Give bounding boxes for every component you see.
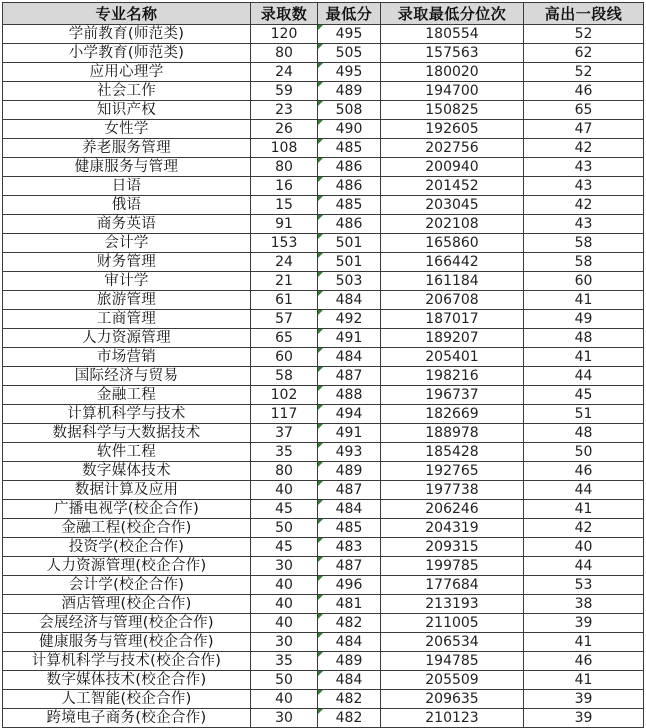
cell-admitted-count[interactable]: 37 [251, 424, 318, 443]
table-row [3, 538, 644, 557]
cell-min-score-rank[interactable]: 213193 [381, 595, 524, 614]
cell-min-score[interactable]: 487 [318, 557, 381, 576]
cell-above-first-tier-line[interactable]: 40 [524, 538, 644, 557]
cell-min-score-rank[interactable]: 196737 [381, 386, 524, 405]
cell-above-first-tier-line[interactable]: 51 [524, 405, 644, 424]
cell-min-score-rank[interactable]: 166442 [381, 253, 524, 272]
cell-admitted-count[interactable]: 108 [251, 139, 318, 158]
cell-above-first-tier-line[interactable]: 46 [524, 82, 644, 101]
cell-min-score-rank[interactable]: 192765 [381, 462, 524, 481]
cell-above-first-tier-line[interactable]: 46 [524, 462, 644, 481]
cell-above-first-tier-line[interactable]: 52 [524, 63, 644, 82]
cell-min-score-rank[interactable]: 189207 [381, 329, 524, 348]
table-row [3, 234, 644, 253]
table-row [3, 709, 644, 728]
cell-major-name[interactable]: 旅游管理 [3, 291, 251, 310]
cell-min-score[interactable]: 487 [318, 367, 381, 386]
cell-admitted-count[interactable]: 102 [251, 386, 318, 405]
table-row [3, 367, 644, 386]
cell-min-score-rank[interactable]: 200940 [381, 158, 524, 177]
cell-major-name[interactable]: 人力资源管理(校企合作) [3, 557, 251, 576]
cell-major-name[interactable]: 养老服务管理 [3, 139, 251, 158]
header-major-name[interactable]: 专业名称 [3, 3, 251, 25]
header-above-first-tier-line[interactable]: 高出一段线 [524, 3, 644, 25]
cell-above-first-tier-line[interactable]: 38 [524, 595, 644, 614]
cell-admitted-count[interactable]: 45 [251, 500, 318, 519]
table-row [3, 272, 644, 291]
cell-major-name[interactable]: 女性学 [3, 120, 251, 139]
cell-major-name[interactable]: 日语 [3, 177, 251, 196]
cell-admitted-count[interactable]: 35 [251, 443, 318, 462]
cell-admitted-count[interactable]: 65 [251, 329, 318, 348]
cell-admitted-count[interactable]: 50 [251, 671, 318, 690]
cell-major-name[interactable]: 市场营销 [3, 348, 251, 367]
table-row [3, 424, 644, 443]
cell-min-score-rank[interactable]: 157563 [381, 44, 524, 63]
table-row [3, 82, 644, 101]
cell-admitted-count[interactable]: 45 [251, 538, 318, 557]
cell-admitted-count[interactable]: 35 [251, 652, 318, 671]
cell-min-score-rank[interactable]: 206708 [381, 291, 524, 310]
cell-min-score[interactable]: 484 [318, 291, 381, 310]
cell-admitted-count[interactable]: 21 [251, 272, 318, 291]
header-admitted-count[interactable]: 录取数 [251, 3, 318, 25]
cell-admitted-count[interactable]: 40 [251, 595, 318, 614]
table-row [3, 101, 644, 120]
cell-major-name[interactable]: 小学教育(师范类) [3, 44, 251, 63]
cell-min-score-rank[interactable]: 180554 [381, 25, 524, 44]
cell-above-first-tier-line[interactable]: 44 [524, 557, 644, 576]
cell-admitted-count[interactable]: 26 [251, 120, 318, 139]
table-row [3, 690, 644, 709]
cell-min-score[interactable]: 486 [318, 177, 381, 196]
cell-admitted-count[interactable]: 30 [251, 557, 318, 576]
cell-above-first-tier-line[interactable]: 43 [524, 215, 644, 234]
cell-major-name[interactable]: 数据计算及应用 [3, 481, 251, 500]
cell-admitted-count[interactable]: 58 [251, 367, 318, 386]
cell-major-name[interactable]: 人工智能(校企合作) [3, 690, 251, 709]
cell-major-name[interactable]: 数字媒体技术(校企合作) [3, 671, 251, 690]
cell-major-name[interactable]: 知识产权 [3, 101, 251, 120]
cell-min-score[interactable]: 501 [318, 253, 381, 272]
cell-above-first-tier-line[interactable]: 65 [524, 101, 644, 120]
cell-above-first-tier-line[interactable]: 44 [524, 367, 644, 386]
table-row [3, 481, 644, 500]
table-row [3, 519, 644, 538]
cell-major-name[interactable]: 社会工作 [3, 82, 251, 101]
cell-above-first-tier-line[interactable]: 46 [524, 652, 644, 671]
table-row [3, 63, 644, 82]
cell-admitted-count[interactable]: 24 [251, 63, 318, 82]
cell-admitted-count[interactable]: 80 [251, 462, 318, 481]
cell-above-first-tier-line[interactable]: 62 [524, 44, 644, 63]
cell-admitted-count[interactable]: 80 [251, 158, 318, 177]
cell-min-score-rank[interactable]: 194785 [381, 652, 524, 671]
cell-major-name[interactable]: 财务管理 [3, 253, 251, 272]
cell-major-name[interactable]: 会展经济与管理(校企合作) [3, 614, 251, 633]
table-row [3, 348, 644, 367]
cell-min-score[interactable]: 482 [318, 709, 381, 728]
cell-major-name[interactable]: 酒店管理(校企合作) [3, 595, 251, 614]
cell-above-first-tier-line[interactable]: 41 [524, 500, 644, 519]
cell-min-score[interactable]: 486 [318, 158, 381, 177]
cell-admitted-count[interactable]: 57 [251, 310, 318, 329]
table-row [3, 576, 644, 595]
cell-admitted-count[interactable]: 16 [251, 177, 318, 196]
cell-min-score[interactable]: 495 [318, 25, 381, 44]
cell-above-first-tier-line[interactable]: 60 [524, 272, 644, 291]
cell-admitted-count[interactable]: 91 [251, 215, 318, 234]
cell-min-score[interactable]: 496 [318, 576, 381, 595]
cell-min-score[interactable]: 495 [318, 63, 381, 82]
cell-admitted-count[interactable]: 153 [251, 234, 318, 253]
cell-min-score[interactable]: 482 [318, 614, 381, 633]
table-row [3, 158, 644, 177]
cell-min-score-rank[interactable]: 202756 [381, 139, 524, 158]
cell-admitted-count[interactable]: 40 [251, 690, 318, 709]
table-row [3, 405, 644, 424]
cell-min-score-rank[interactable]: 188978 [381, 424, 524, 443]
cell-above-first-tier-line[interactable]: 42 [524, 139, 644, 158]
cell-above-first-tier-line[interactable]: 45 [524, 386, 644, 405]
cell-min-score-rank[interactable]: 192605 [381, 120, 524, 139]
cell-min-score-rank[interactable]: 206534 [381, 633, 524, 652]
table-row [3, 139, 644, 158]
cell-min-score-rank[interactable]: 206246 [381, 500, 524, 519]
cell-min-score[interactable]: 503 [318, 272, 381, 291]
cell-min-score-rank[interactable]: 185428 [381, 443, 524, 462]
header-min-score[interactable]: 最低分 [318, 3, 381, 25]
cell-min-score-rank[interactable]: 180020 [381, 63, 524, 82]
cell-major-name[interactable]: 跨境电子商务(校企合作) [3, 709, 251, 728]
cell-above-first-tier-line[interactable]: 42 [524, 519, 644, 538]
cell-major-name[interactable]: 广播电视学(校企合作) [3, 500, 251, 519]
cell-major-name[interactable]: 健康服务与管理(校企合作) [3, 633, 251, 652]
cell-above-first-tier-line[interactable]: 48 [524, 329, 644, 348]
table-row [3, 120, 644, 139]
cell-min-score-rank[interactable]: 210123 [381, 709, 524, 728]
table-row [3, 462, 644, 481]
cell-admitted-count[interactable]: 59 [251, 82, 318, 101]
table-row [3, 595, 644, 614]
cell-min-score[interactable]: 485 [318, 139, 381, 158]
cell-above-first-tier-line[interactable]: 48 [524, 424, 644, 443]
cell-admitted-count[interactable]: 15 [251, 196, 318, 215]
cell-major-name[interactable]: 数据科学与大数据技术 [3, 424, 251, 443]
table-row [3, 443, 644, 462]
cell-min-score[interactable]: 481 [318, 595, 381, 614]
cell-above-first-tier-line[interactable]: 50 [524, 443, 644, 462]
cell-min-score[interactable]: 483 [318, 538, 381, 557]
table-row [3, 557, 644, 576]
cell-min-score[interactable]: 490 [318, 120, 381, 139]
cell-min-score-rank[interactable]: 204319 [381, 519, 524, 538]
cell-above-first-tier-line[interactable]: 41 [524, 633, 644, 652]
cell-min-score-rank[interactable]: 182669 [381, 405, 524, 424]
cell-min-score-rank[interactable]: 165860 [381, 234, 524, 253]
cell-admitted-count[interactable]: 80 [251, 44, 318, 63]
cell-admitted-count[interactable]: 24 [251, 253, 318, 272]
cell-min-score-rank[interactable]: 209635 [381, 690, 524, 709]
cell-min-score-rank[interactable]: 205509 [381, 671, 524, 690]
cell-min-score[interactable]: 486 [318, 215, 381, 234]
cell-admitted-count[interactable]: 120 [251, 25, 318, 44]
cell-min-score[interactable]: 508 [318, 101, 381, 120]
cell-min-score-rank[interactable]: 205401 [381, 348, 524, 367]
cell-admitted-count[interactable]: 30 [251, 709, 318, 728]
cell-min-score[interactable]: 494 [318, 405, 381, 424]
cell-min-score-rank[interactable]: 203045 [381, 196, 524, 215]
table-row [3, 215, 644, 234]
cell-above-first-tier-line[interactable]: 43 [524, 158, 644, 177]
table-row [3, 253, 644, 272]
cell-min-score[interactable]: 484 [318, 348, 381, 367]
cell-major-name[interactable]: 金融工程(校企合作) [3, 519, 251, 538]
table-body [3, 25, 644, 728]
cell-major-name[interactable]: 数字媒体技术 [3, 462, 251, 481]
cell-above-first-tier-line[interactable]: 47 [524, 120, 644, 139]
admission-scores-table [2, 2, 644, 728]
cell-min-score[interactable]: 484 [318, 671, 381, 690]
cell-admitted-count[interactable]: 40 [251, 576, 318, 595]
table-row [3, 329, 644, 348]
cell-admitted-count[interactable]: 40 [251, 481, 318, 500]
cell-min-score-rank[interactable]: 211005 [381, 614, 524, 633]
cell-admitted-count[interactable]: 50 [251, 519, 318, 538]
cell-min-score[interactable]: 488 [318, 386, 381, 405]
cell-major-name[interactable]: 软件工程 [3, 443, 251, 462]
cell-min-score-rank[interactable]: 197738 [381, 481, 524, 500]
cell-above-first-tier-line[interactable]: 41 [524, 671, 644, 690]
cell-admitted-count[interactable]: 23 [251, 101, 318, 120]
cell-above-first-tier-line[interactable]: 58 [524, 234, 644, 253]
cell-major-name[interactable]: 俄语 [3, 196, 251, 215]
table-row [3, 310, 644, 329]
cell-admitted-count[interactable]: 60 [251, 348, 318, 367]
table-row [3, 291, 644, 310]
cell-min-score[interactable]: 489 [318, 652, 381, 671]
table-row [3, 652, 644, 671]
table-row [3, 671, 644, 690]
cell-min-score[interactable]: 501 [318, 234, 381, 253]
table-row [3, 177, 644, 196]
cell-major-name[interactable]: 工商管理 [3, 310, 251, 329]
cell-min-score-rank[interactable]: 187017 [381, 310, 524, 329]
table-row [3, 614, 644, 633]
cell-admitted-count[interactable]: 40 [251, 614, 318, 633]
cell-min-score[interactable]: 489 [318, 82, 381, 101]
cell-above-first-tier-line[interactable]: 49 [524, 310, 644, 329]
cell-min-score-rank[interactable]: 201452 [381, 177, 524, 196]
cell-above-first-tier-line[interactable]: 41 [524, 348, 644, 367]
cell-min-score[interactable]: 482 [318, 690, 381, 709]
cell-major-name[interactable]: 计算机科学与技术 [3, 405, 251, 424]
cell-min-score[interactable]: 505 [318, 44, 381, 63]
table-row [3, 500, 644, 519]
cell-min-score-rank[interactable]: 198216 [381, 367, 524, 386]
cell-min-score-rank[interactable]: 150825 [381, 101, 524, 120]
cell-min-score[interactable]: 484 [318, 500, 381, 519]
cell-min-score[interactable]: 485 [318, 519, 381, 538]
cell-major-name[interactable]: 金融工程 [3, 386, 251, 405]
cell-major-name[interactable]: 审计学 [3, 272, 251, 291]
cell-above-first-tier-line[interactable]: 58 [524, 253, 644, 272]
cell-major-name[interactable]: 应用心理学 [3, 63, 251, 82]
cell-min-score-rank[interactable]: 199785 [381, 557, 524, 576]
cell-major-name[interactable]: 健康服务与管理 [3, 158, 251, 177]
cell-major-name[interactable]: 会计学(校企合作) [3, 576, 251, 595]
header-row [3, 3, 644, 25]
cell-major-name[interactable]: 学前教育(师范类) [3, 25, 251, 44]
cell-above-first-tier-line[interactable]: 52 [524, 25, 644, 44]
cell-above-first-tier-line[interactable]: 44 [524, 481, 644, 500]
cell-min-score[interactable]: 493 [318, 443, 381, 462]
cell-above-first-tier-line[interactable]: 43 [524, 177, 644, 196]
cell-min-score-rank[interactable]: 177684 [381, 576, 524, 595]
table-row [3, 633, 644, 652]
table-row [3, 196, 644, 215]
cell-major-name[interactable]: 商务英语 [3, 215, 251, 234]
table-row [3, 25, 644, 44]
cell-min-score[interactable]: 484 [318, 633, 381, 652]
cell-min-score[interactable]: 491 [318, 424, 381, 443]
cell-above-first-tier-line[interactable]: 42 [524, 196, 644, 215]
cell-min-score-rank[interactable]: 209315 [381, 538, 524, 557]
cell-above-first-tier-line[interactable]: 53 [524, 576, 644, 595]
cell-major-name[interactable]: 人力资源管理 [3, 329, 251, 348]
cell-above-first-tier-line[interactable]: 41 [524, 291, 644, 310]
cell-min-score[interactable]: 487 [318, 481, 381, 500]
cell-admitted-count[interactable]: 117 [251, 405, 318, 424]
table-row [3, 44, 644, 63]
header-min-score-rank[interactable]: 录取最低分位次 [381, 3, 524, 25]
cell-major-name[interactable]: 计算机科学与技术(校企合作) [3, 652, 251, 671]
cell-admitted-count[interactable]: 61 [251, 291, 318, 310]
cell-admitted-count[interactable]: 30 [251, 633, 318, 652]
cell-min-score-rank[interactable]: 161184 [381, 272, 524, 291]
cell-min-score[interactable]: 485 [318, 196, 381, 215]
cell-major-name[interactable]: 会计学 [3, 234, 251, 253]
cell-above-first-tier-line[interactable]: 39 [524, 614, 644, 633]
cell-min-score-rank[interactable]: 194700 [381, 82, 524, 101]
cell-min-score[interactable]: 492 [318, 310, 381, 329]
cell-min-score-rank[interactable]: 202108 [381, 215, 524, 234]
cell-major-name[interactable]: 国际经济与贸易 [3, 367, 251, 386]
cell-major-name[interactable]: 投资学(校企合作) [3, 538, 251, 557]
cell-min-score[interactable]: 491 [318, 329, 381, 348]
cell-above-first-tier-line[interactable]: 39 [524, 709, 644, 728]
cell-min-score[interactable]: 489 [318, 462, 381, 481]
cell-above-first-tier-line[interactable]: 39 [524, 690, 644, 709]
table-row [3, 386, 644, 405]
